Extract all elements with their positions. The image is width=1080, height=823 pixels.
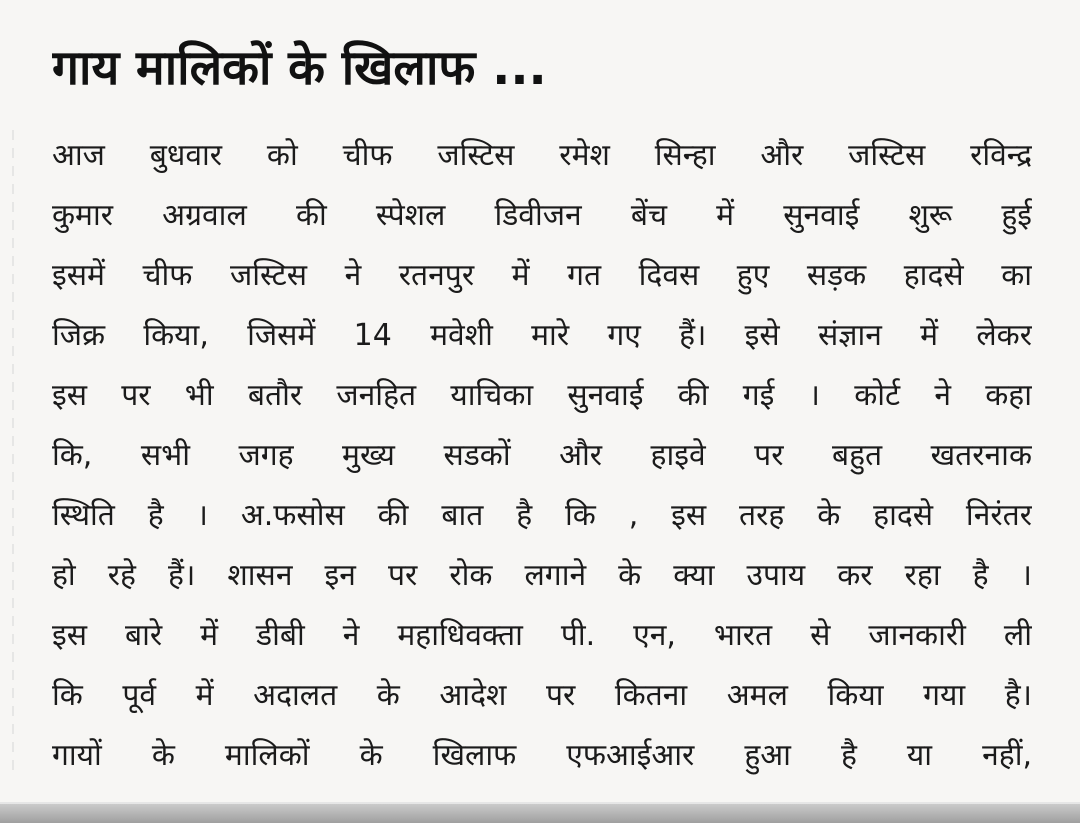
article-line-4: जिक्र किया, जिसमें 14 मवेशी मारे गए हैं। इसे संज्ञान में लेकर [52, 318, 1032, 353]
headline: गाय मालिकों के खिलाफ ... [52, 40, 547, 96]
article-line-1: आज बुधवार को चीफ जस्टिस रमेश सिन्हा और जस्टिस रविन्द्र [52, 138, 1032, 173]
article-line-6: कि, सभी जगह मुख्य सडकों और हाइवे पर बहुत खतरनाक [52, 438, 1032, 473]
article-body [52, 126, 1032, 786]
article-line-2: कुमार अग्रवाल की स्पेशल डिवीजन बेंच में सुनवाई शुरू हुई [52, 198, 1032, 233]
article-line-3: इसमें चीफ जस्टिस ने रतनपुर में गत दिवस हुए सड़क हादसे का [52, 258, 1032, 293]
article-line-9: इस बारे में डीबी ने महाधिवक्ता पी. एन, भारत से जानकारी ली [52, 618, 1032, 653]
article-line-5: इस पर भी बतौर जनहित याचिका सुनवाई की गई । कोर्ट ने कहा [52, 378, 1032, 413]
article-line-8: हो रहे हैं। शासन इन पर रोक लगाने के क्या उपाय कर रहा है । [52, 558, 1032, 593]
article-line-11: गायों के मालिकों के खिलाफ एफआईआर हुआ है या नहीं, [52, 738, 1032, 773]
bottom-scan-edge [0, 802, 1080, 823]
article-line-7: स्थिति है । अ.फसोस की बात है कि , इस तरह के हादसे निरंतर [52, 498, 1032, 533]
left-column-rule [12, 130, 14, 770]
article-line-10: कि पूर्व में अदालत के आदेश पर कितना अमल किया गया है। [52, 678, 1032, 713]
